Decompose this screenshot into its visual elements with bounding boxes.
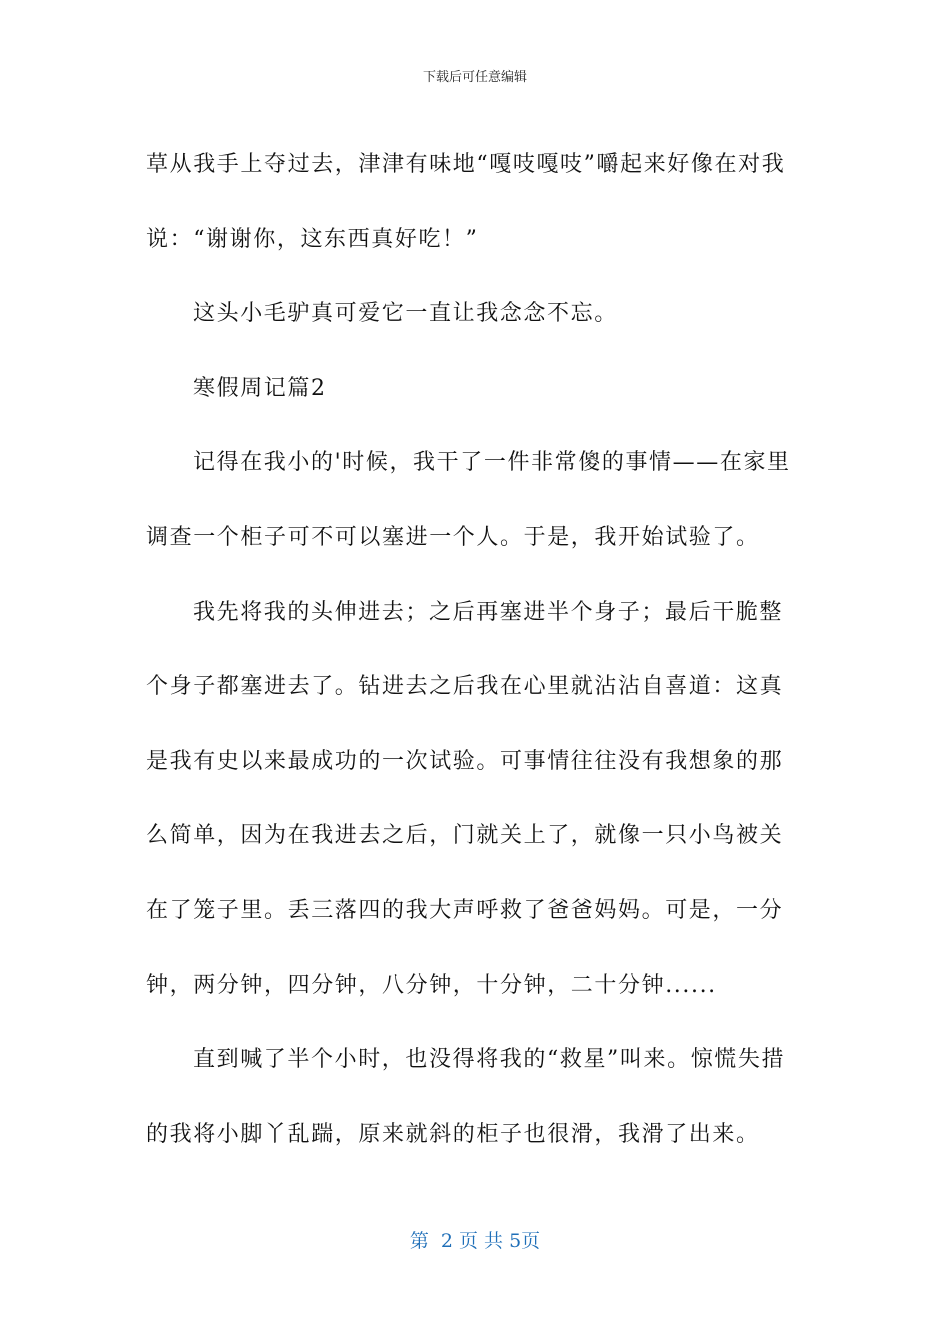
paragraph-3: 记得在我小的'时候，我干了一件非常傻的事情——在家里调查一个柜子可不可以塞进一个人。于是，我开始试验了。 <box>146 450 791 550</box>
paragraph-5: 直到喊了半个小时，也没得将我的“救星”叫来。惊慌失措的我将小脚丫乱踹，原来就斜的柜子也很滑，我滑了出来。 <box>146 1047 786 1147</box>
section-heading: 寒假周记篇2 <box>193 375 327 401</box>
page-number-footer: 第 2 页 共 5页 <box>409 1230 541 1252</box>
page-header: 下载后可任意编辑 <box>422 70 527 85</box>
document-body <box>146 128 806 1172</box>
paragraph-1: 草从我手上夺过去，津津有味地“嘎吱嘎吱”嚼起来好像在对我说：“谢谢你，这东西真好吃！” <box>146 152 786 252</box>
paragraph-4: 我先将我的头伸进去；之后再塞进半个身子；最后干脆整个身子都塞进去了。钻进去之后我在心里就沾沾自喜道：这真是我有史以来最成功的一次试验。可事情往往没有我想象的那么简单，因为在我进去之后，门就关上了，就像一只小鸟被关在了笼子里。丢三落四的我大声呼救了爸爸妈妈。可是，一分钟，两分钟，四分钟，八分钟，十分钟，二十分钟...... <box>146 599 784 998</box>
paragraph-2: 这头小毛驴真可爱它一直让我念念不忘。 <box>193 301 618 327</box>
